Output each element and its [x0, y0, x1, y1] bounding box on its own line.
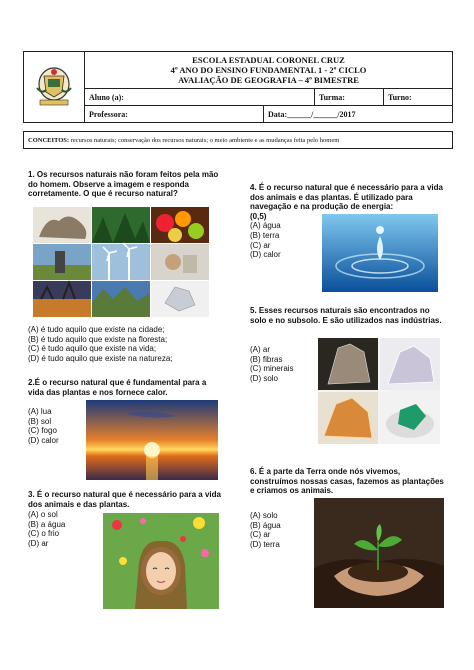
header-table [23, 51, 453, 123]
q3-option-c[interactable]: (C) o frio [28, 529, 60, 539]
q4-option-d[interactable]: (D) calor [250, 250, 281, 260]
sunset-image [86, 400, 218, 480]
q5-option-b[interactable]: (B) fibras [250, 354, 283, 364]
question-2 [28, 378, 224, 397]
shift-field[interactable]: Turno: [384, 89, 453, 106]
q1-option-b[interactable]: (B) é tudo aquilo que existe na floresta; [28, 334, 168, 344]
concepts-table [23, 131, 453, 149]
q1-option-c[interactable]: (C) é tudo aquilo que existe na vida; [28, 344, 157, 354]
question-2-title: 2.É o recurso natural que é fundamental para a vida das plantas e nos fornece calor. [28, 378, 207, 397]
q1-option-d[interactable]: (D) é tudo aquilo que existe na natureza; [28, 353, 173, 363]
minerals-image [318, 338, 440, 444]
concepts-label: CONCEITOS: [28, 136, 70, 144]
q3-option-a[interactable]: (A) o sol [28, 510, 58, 519]
question-5-options [250, 345, 320, 383]
girl-breathing-image [103, 513, 219, 609]
grade-line: 4º ANO DO ENSINO FUNDAMENTAL 1 - 2º CICLO [170, 65, 367, 75]
question-6-title: 6. É a parte da Terra onde nós vivemos, construímos nossas casas, fazemos as plantações e criamos os animais. [250, 467, 444, 496]
date-field[interactable]: Data:______/______/2017 [264, 106, 453, 123]
question-1-options [28, 325, 224, 363]
concepts-cell [24, 132, 453, 149]
question-5-title: 5. Esses recursos naturais são encontrados no solo e no subsolo. E são utilizados nas indústrias. [250, 306, 442, 325]
student-field[interactable]: Aluno (a): [85, 89, 315, 106]
question-1-title: 1. Os recursos naturais não foram feitos pela mão do homem. Observe a imagem e responda corretamente. O que é recurso natural? [28, 170, 219, 199]
q6-option-c[interactable]: (C) ar [250, 530, 271, 540]
q6-option-a[interactable]: (A) solo [250, 511, 278, 520]
question-1 [28, 170, 224, 199]
q2-option-d[interactable]: (D) calor [28, 435, 59, 445]
concepts-text: recursos naturais; conservação dos recursos naturais; o meio ambiente e as mudanças feita pelo homem [70, 136, 340, 144]
question-3-title: 3. É o recurso natural que é necessário para a vida dos animais e das plantas. [28, 490, 221, 509]
q2-option-c[interactable]: (C) fogo [28, 426, 57, 436]
school-title-cell [85, 52, 453, 89]
school-name: ESCOLA ESTADUAL CORONEL CRUZ [192, 55, 345, 65]
q4-option-a[interactable]: (A) água [250, 221, 281, 231]
exam-title: AVALIAÇÃO DE GEOGRAFIA – 4º BIMESTRE [178, 75, 359, 85]
school-crest-cell [24, 52, 85, 123]
hands-with-soil-image [314, 498, 444, 608]
school-crest-icon [34, 64, 74, 108]
question-6-options [250, 511, 320, 549]
question-4-title: 4. É o recurso natural que é necessário para a vida dos animais e das plantas. É utilizado para navegação e na produção de energia: [250, 183, 443, 212]
q5-option-a[interactable]: (A) ar [250, 345, 270, 354]
question-4-score: (0,5) [250, 211, 267, 221]
q3-option-d[interactable]: (D) ar [28, 538, 49, 548]
class-field[interactable]: Turma: [315, 89, 384, 106]
question-5 [250, 306, 446, 325]
q3-option-b[interactable]: (B) a água [28, 519, 66, 529]
q4-option-b[interactable]: (B) terra [250, 230, 280, 240]
q5-option-c[interactable]: (C) minerais [250, 364, 294, 374]
question-3-options [28, 510, 98, 548]
q2-option-b[interactable]: (B) sol [28, 416, 52, 426]
question-6 [250, 467, 446, 496]
water-drop-image [322, 214, 438, 292]
q6-option-b[interactable]: (B) água [250, 520, 281, 530]
q4-option-c[interactable]: (C) ar [250, 240, 271, 250]
q2-option-a[interactable]: (A) lua [28, 407, 52, 416]
q6-option-d[interactable]: (D) terra [250, 539, 280, 549]
teacher-field[interactable]: Professora: [85, 106, 264, 123]
question-3 [28, 490, 224, 509]
q5-option-d[interactable]: (D) solo [250, 373, 279, 383]
natural-resources-collage [33, 207, 209, 317]
q1-option-a[interactable]: (A) é tudo aquilo que existe na cidade; [28, 325, 165, 334]
